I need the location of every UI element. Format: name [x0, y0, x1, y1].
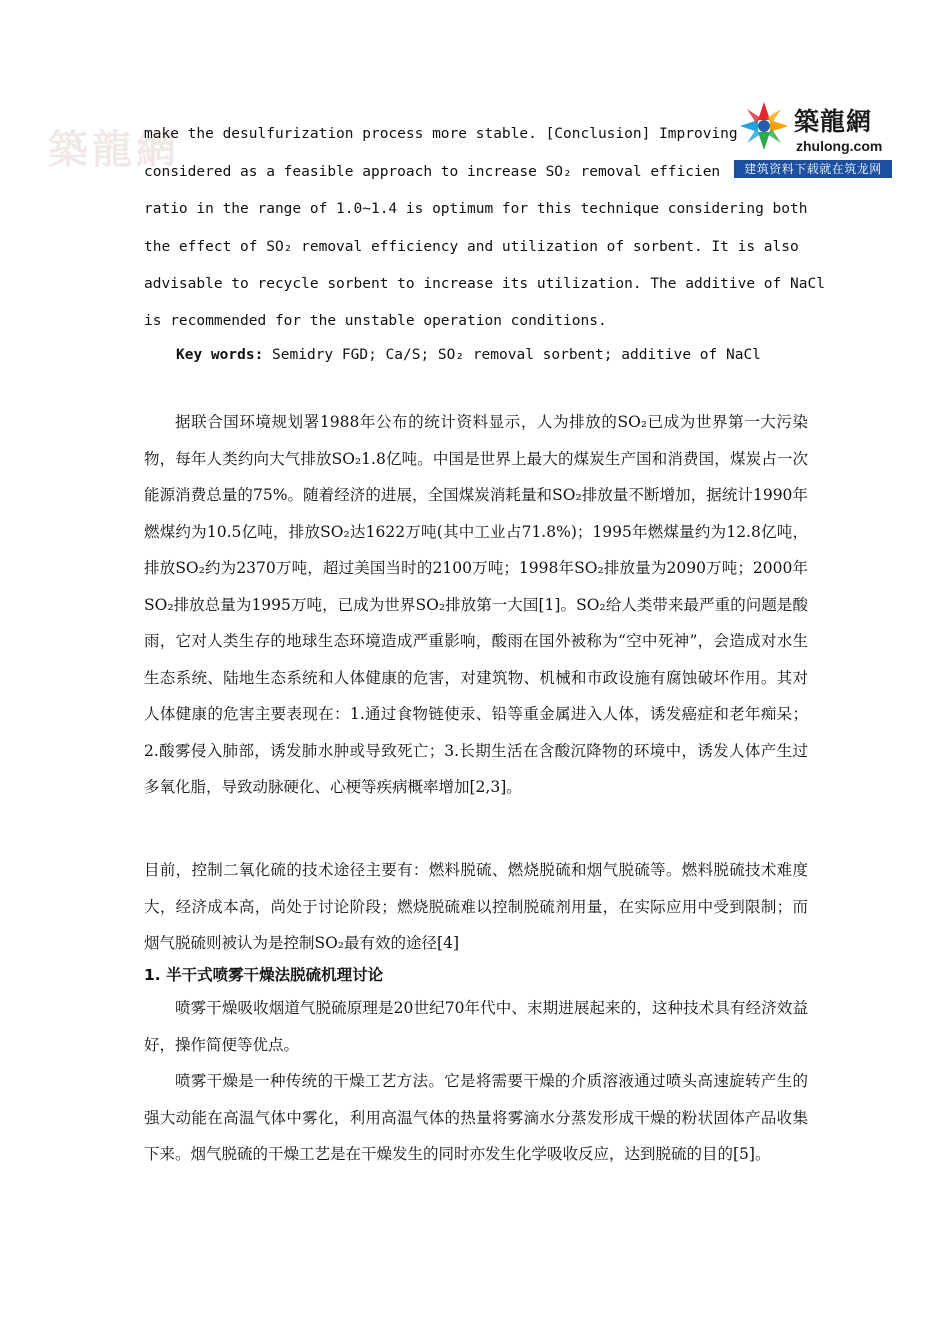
- keywords-label: Key words:: [176, 347, 264, 363]
- logo-banner: 建筑资料下载就在筑龙网: [734, 160, 892, 178]
- body-paragraph-2: 目前，控制二氧化硫的技术途径主要有：燃料脱硫、燃烧脱硫和烟气脱硫等。燃料脱硫技术难度大，经济成本高，尚处于讨论阶段；燃烧脱硫难以控制脱硫剂用量，在实际应用中受到限制；而烟气脱硫则被认为是控制SO₂最有效的途径[4]: [144, 861, 808, 952]
- logo-title: 築龍網: [794, 107, 873, 136]
- keywords-text: Semidry FGD; Ca/S; SO₂ removal sorbent; additive of NaCl: [263, 347, 761, 363]
- abstract-line: make the desulfurization process more stable. [Conclusion] Improving: [144, 126, 738, 142]
- body-paragraph-1: 据联合国环境规划署1988年公布的统计资料显示，人为排放的SO₂已成为世界第一大污染物，每年人类约向大气排放SO₂1.8亿吨。中国是世界上最大的煤炭生产国和消费国，煤炭占一次能源消费总量的75%。随着经济的进展，全国煤炭消耗量和SO₂排放量不断增加，据统计1990年燃煤约为10.5亿吨，排放SO₂达1622万吨(其中工业占71.8%)；1995年燃煤量约为12.8亿吨，排放SO₂约为2370万吨，超过美国当时的2100万吨；1998年SO₂排放量为2090万吨；2000年SO₂排放总量为1995万吨，已成为世界SO₂排放第一大国[1]。SO₂给人类带来最严重的问题是酸雨，它对人类生存的地球生态环境造成严重影响，酸雨在国外被称为“空中死神”，会造成对水生生态系统、陆地生态系统和人体健康的危害，对建筑物、机械和市政设施有腐蚀破坏作用。其对人体健康的危害主要表现在：1.通过食物链使汞、铅等重金属进入人体，诱发癌症和老年痴呆；2.酸雾侵入肺部，诱发肺水肿或导致死亡；3.长期生活在含酸沉降物的环境中，诱发人体产生过多氧化脂，导致动脉硬化、心梗等疾病概率增加[2,3]。: [144, 413, 808, 796]
- body-paragraph-4: 喷雾干燥是一种传统的干燥工艺方法。它是将需要干燥的介质溶液通过喷头高速旋转产生的强大动能在高温气体中雾化，利用高温气体的热量将雾滴水分蒸发形成干燥的粉状固体产品收集下来。烟气脱硫的干燥工艺是在干燥发生的同时亦发生化学吸收反应，达到脱硫的目的[5]。: [144, 1072, 808, 1163]
- abstract-line: considered as a feasible approach to increase SO₂ removal efficien: [144, 164, 721, 180]
- abstract-line: the effect of SO₂ removal efficiency and utilization of sorbent. It is also: [144, 239, 799, 255]
- abstract-line: is recommended for the unstable operation conditions.: [144, 313, 607, 329]
- abstract-line: advisable to recycle sorbent to increase its utilization. The additive of NaCl: [144, 276, 825, 292]
- section-heading-1: 1. 半干式喷雾干燥法脱硫机理讨论: [144, 966, 384, 984]
- watermark-text: 築龍網: [48, 126, 180, 173]
- logo-site: zhulong.com: [796, 138, 883, 154]
- abstract-line: ratio in the range of 1.0~1.4 is optimum for this technique considering both: [144, 201, 808, 217]
- keywords: [176, 347, 761, 363]
- pinwheel-logo-icon: [736, 100, 792, 158]
- body-paragraph-3: 喷雾干燥吸收烟道气脱硫原理是20世纪70年代中、末期进展起来的，这种技术具有经济效益好，操作简便等优点。: [144, 999, 808, 1054]
- zhulong-logo[interactable]: [734, 96, 892, 178]
